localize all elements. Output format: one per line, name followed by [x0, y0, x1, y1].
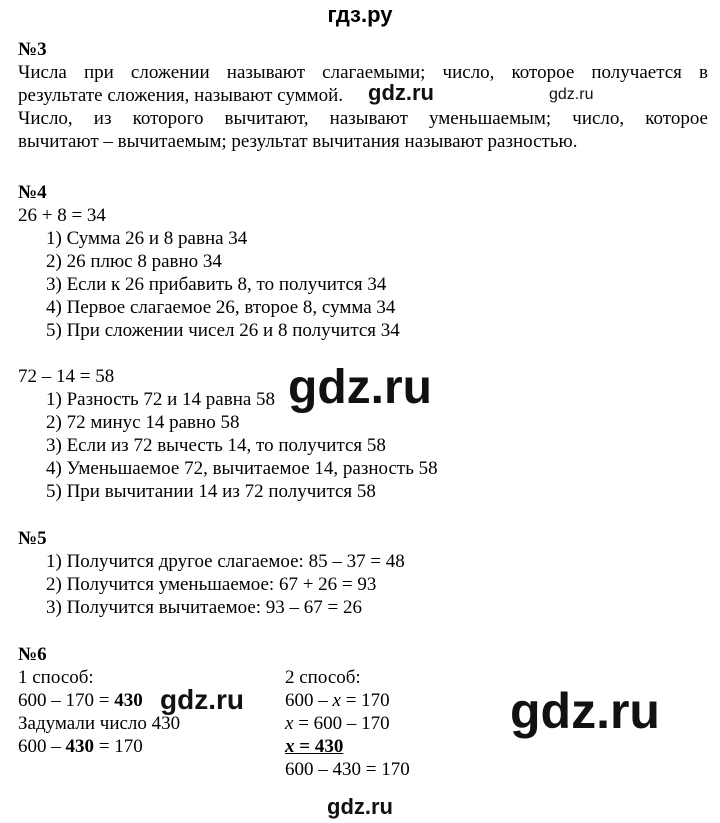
ex4-eq2-item: 3) Если из 72 вычесть 14, то получится 58 [46, 435, 386, 456]
ex4-eq2-item: 5) При вычитании 14 из 72 получится 58 [46, 481, 376, 502]
ex5-title: №5 [18, 528, 47, 549]
watermark-small-2: gdz.ru [549, 86, 594, 103]
ex4-eq1-item: 5) При сложении чисел 26 и 8 получится 34 [46, 320, 400, 341]
ex6-method2-line4: 600 – 430 = 170 [285, 759, 410, 780]
ex6-method2-line1: 600 – x = 170 [285, 690, 390, 711]
ex4-eq2-item: 1) Разность 72 и 14 равна 58 [46, 389, 276, 410]
ex4-eq1-item: 2) 26 плюс 8 равно 34 [46, 251, 222, 272]
ex6-method2-line2: x = 600 – 170 [285, 713, 390, 734]
watermark-large-2: gdz.ru [510, 683, 660, 739]
ex4-equation-1: 26 + 8 = 34 [18, 205, 106, 226]
ex6-method1-line2: Задумали число 430 [18, 713, 181, 734]
ex4-eq1-item: 3) Если к 26 прибавить 8, то получится 34 [46, 274, 387, 295]
ex4-eq2-item: 4) Уменьшаемое 72, вычитаемое 14, разность 58 [46, 458, 438, 479]
ex3-p2-line1: Число, из которого вычитают, называют уменьшаемым; число, которое [18, 108, 708, 129]
ex3-p2-line2: вычитают – вычитаемым; результат вычитания называют разностью. [18, 131, 578, 152]
ex4-eq2-item: 2) 72 минус 14 равно 58 [46, 412, 240, 433]
watermark-small-1: gdz.ru [368, 80, 434, 105]
ex6-title: №6 [18, 644, 47, 665]
ex3-p1-line2: результате сложения, называют суммой. [18, 85, 344, 106]
ex5-item: 1) Получится другое слагаемое: 85 – 37 = 48 [46, 551, 405, 572]
ex6-method2-title: 2 способ: [285, 667, 361, 688]
ex4-equation-2: 72 – 14 = 58 [18, 366, 115, 387]
ex6-method2-line3: x = 430 [285, 736, 344, 757]
ex5-item: 2) Получится уменьшаемое: 67 + 26 = 93 [46, 574, 377, 595]
watermark-mid-1: gdz.ru [160, 684, 244, 715]
ex6-method1-line1: 600 – 170 = 430 [18, 690, 143, 711]
ex3-p1-line1: Числа при сложении называют слагаемыми; число, которое получается в [18, 62, 708, 83]
ex5-item: 3) Получится вычитаемое: 93 – 67 = 26 [46, 597, 363, 618]
ex4-eq1-item: 1) Сумма 26 и 8 равна 34 [46, 228, 248, 249]
ex6-method1-title: 1 способ: [18, 667, 94, 688]
watermark-large-1: gdz.ru [288, 361, 432, 414]
ex4-eq1-item: 4) Первое слагаемое 26, второе 8, сумма 34 [46, 297, 396, 318]
ex6-method1-line3: 600 – 430 = 170 [18, 736, 143, 757]
watermark-bottom: gdz.ru [327, 794, 393, 819]
ex4-title: №4 [18, 182, 47, 203]
ex3-title: №3 [18, 39, 47, 60]
site-title: гдз.ру [327, 2, 393, 27]
